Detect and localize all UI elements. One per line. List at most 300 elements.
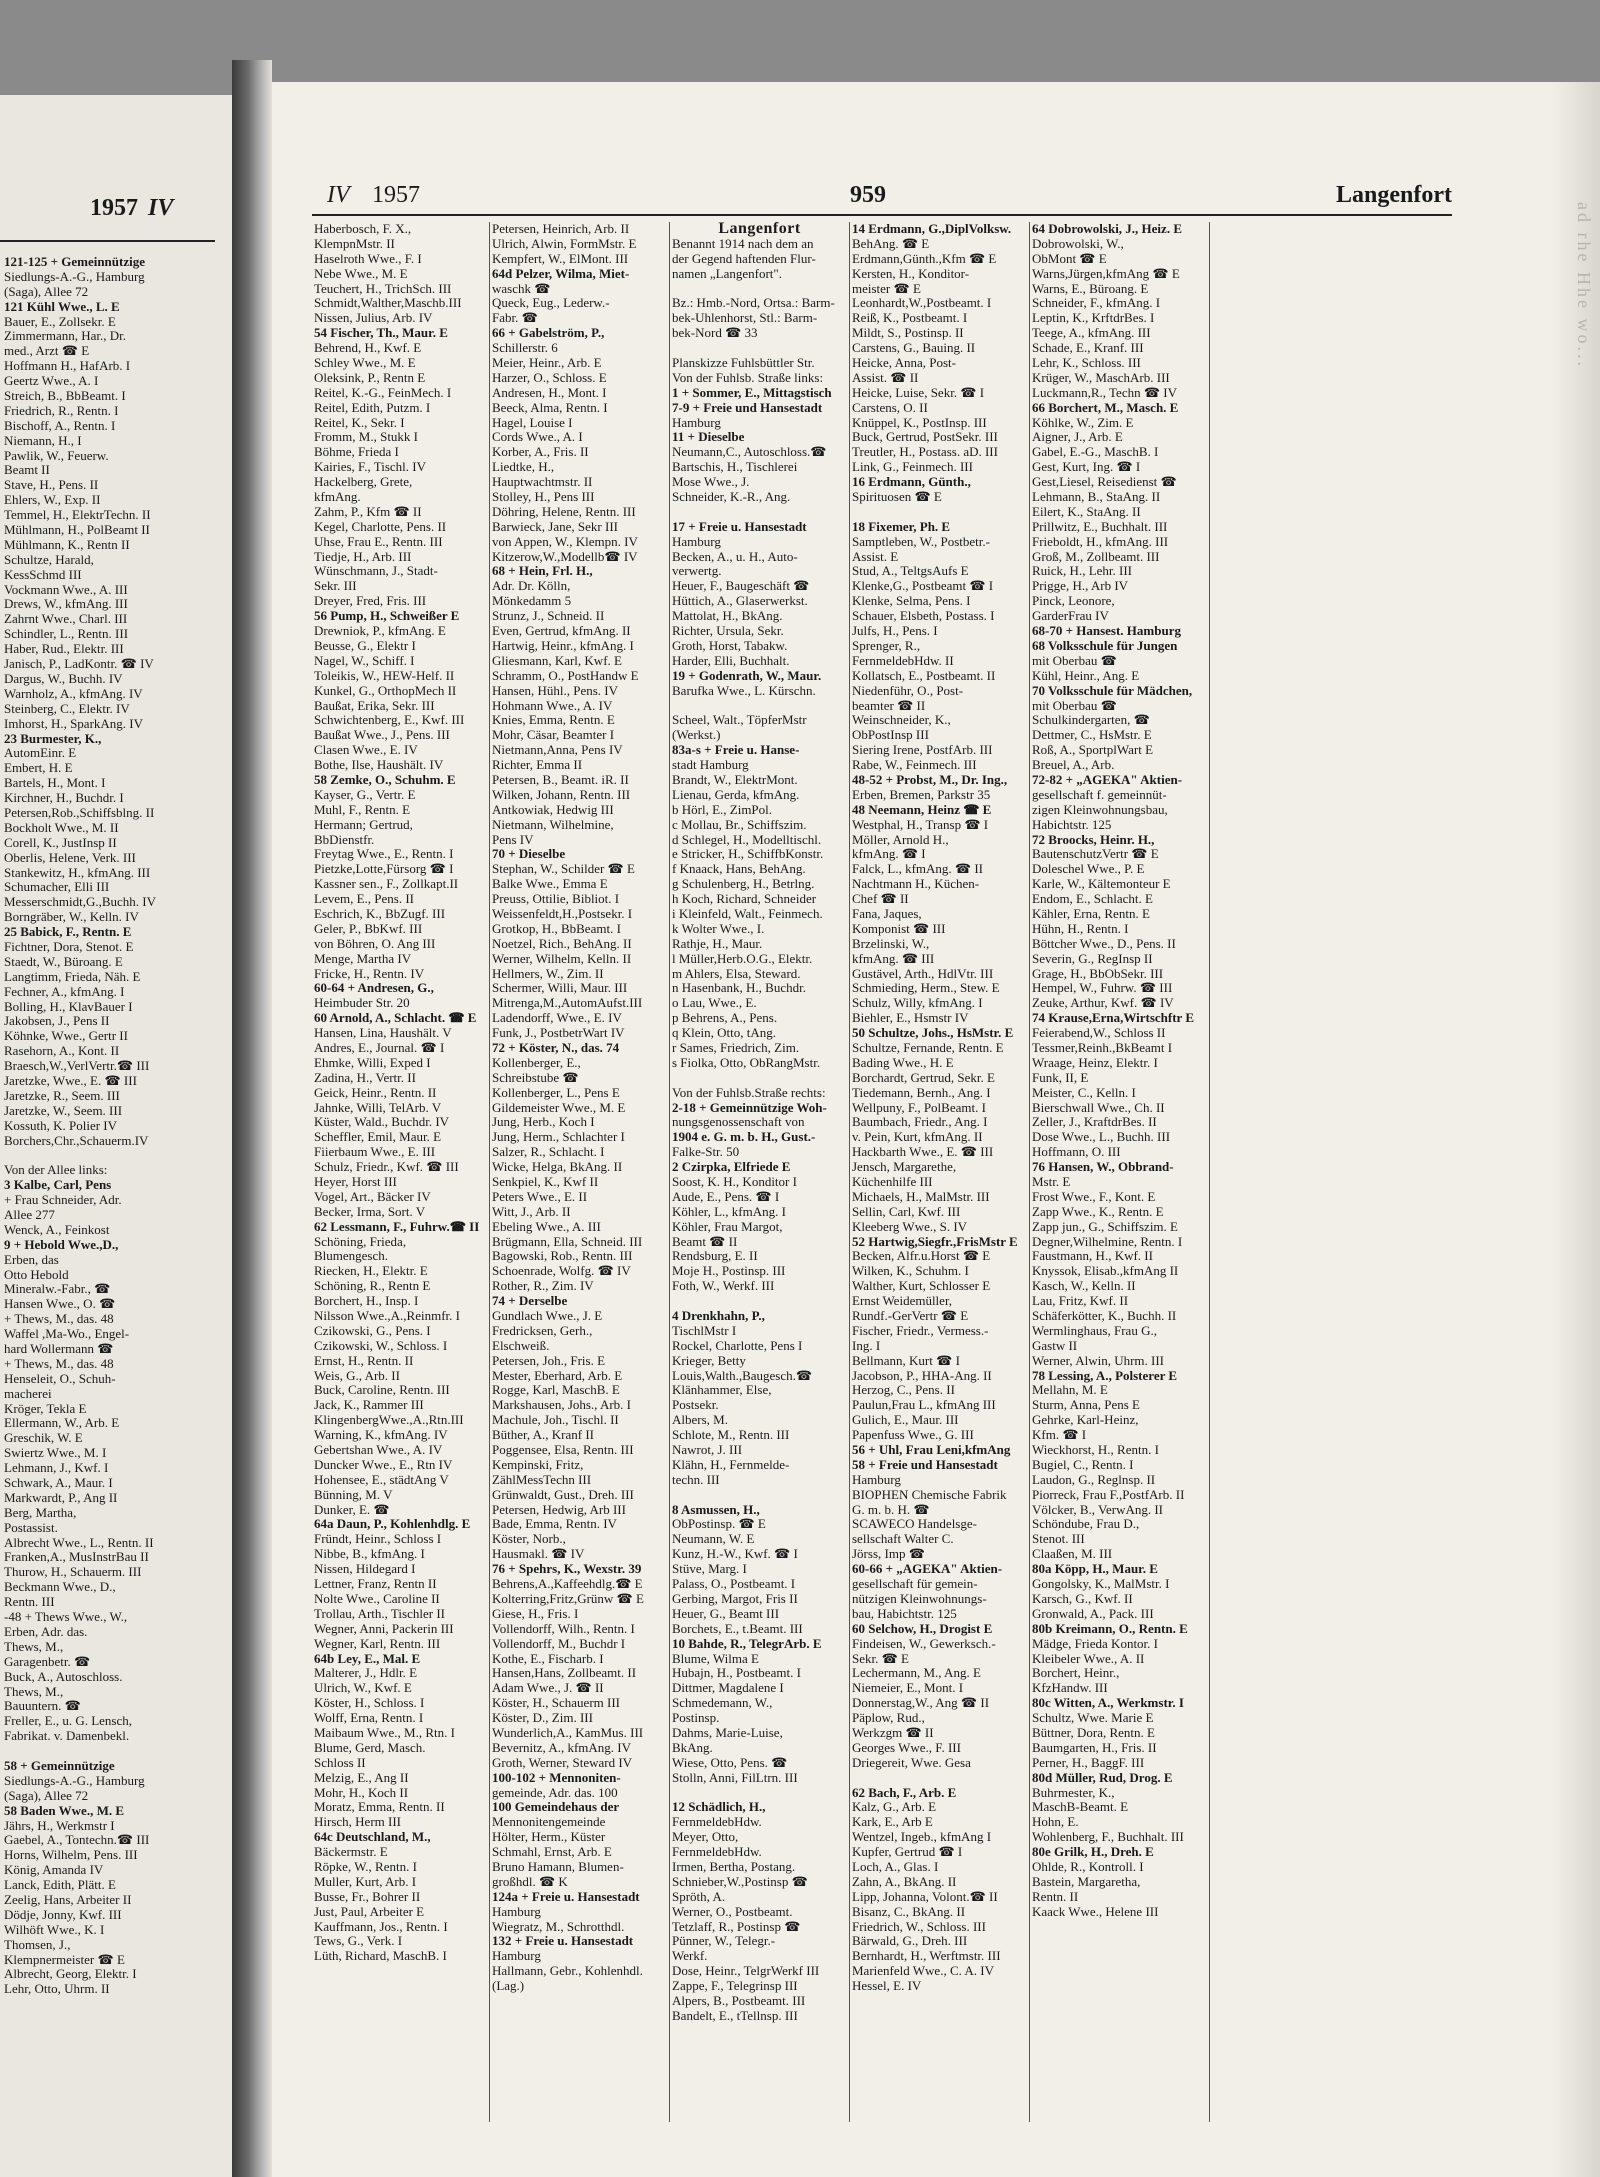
directory-entry: Paulun,Frau L., kfmAng III — [852, 1397, 996, 1413]
directory-entry: Stankewitz, H., kfmAng. III — [4, 864, 151, 880]
directory-entry: Assist. ☎ II — [852, 369, 919, 385]
directory-entry: Jung, Herb., Koch I — [492, 1114, 595, 1130]
directory-entry: -48 + Thews Wwe., W., — [4, 1609, 128, 1625]
directory-entry: 68-70 + Hansest. Hamburg — [1032, 623, 1181, 639]
directory-entry: 58 Baden Wwe., M. E — [4, 1802, 125, 1818]
directory-entry: 1 + Sommer, E., Mittagstisch — [672, 384, 832, 400]
directory-entry: Otto Hebold — [4, 1266, 69, 1282]
directory-entry — [4, 1148, 224, 1163]
directory-entry: Kegel, Charlotte, Pens. II — [314, 518, 447, 534]
directory-entry: Rockel, Charlotte, Pens I — [672, 1337, 803, 1353]
directory-entry: Vogel, Art., Bäcker IV — [314, 1188, 431, 1204]
directory-entry: Uhse, Frau E., Rentn. III — [314, 533, 443, 549]
directory-entry: Vockmann Wwe., A. III — [4, 581, 128, 597]
directory-entry: Baußat Wwe., J., Pens. III — [314, 727, 450, 743]
directory-entry: Gulich, E., Maur. III — [852, 1412, 959, 1428]
directory-entry: Kitzerow,W.,Modellb☎ IV — [492, 548, 638, 564]
directory-entry: g Schulenberg, H., Betrlng. — [672, 876, 815, 892]
directory-entry: Giese, H., Fris. I — [492, 1605, 579, 1621]
directory-entry: Melzig, E., Ang II — [314, 1769, 409, 1785]
directory-entry: Grage, H., BbObSekr. III — [1032, 965, 1164, 981]
directory-entry: Hansen,Hans, Zollbeamt. II — [492, 1665, 637, 1681]
directory-entry: Haselroth Wwe., F. I — [314, 250, 422, 266]
directory-entry: Kossuth, K. Polier IV — [4, 1117, 118, 1133]
directory-entry: BkAng. — [672, 1739, 713, 1755]
directory-entry: Lienau, Gerda, kfmAng. — [672, 786, 800, 802]
directory-entry: Schultz, Wwe. Marie E — [1032, 1710, 1154, 1726]
directory-entry: Kühl, Heinr., Ang. E — [1032, 667, 1140, 683]
directory-entry: Mohr, Cäsar, Beamter I — [492, 727, 615, 743]
directory-entry: Fichtner, Dora, Stenot. E — [4, 938, 134, 954]
directory-entry: Driegereit, Wwe. Gesa — [852, 1754, 971, 1770]
directory-entry: Haber, Rud., Elektr. III — [4, 641, 124, 657]
directory-entry: Nilsson Wwe.,A.,Reinmfr. I — [314, 1308, 460, 1324]
directory-entry: Warns,Jürgen,kfmAng ☎ E — [1032, 265, 1180, 281]
directory-entry: Bischoff, A., Rentn. I — [4, 417, 116, 433]
directory-entry: Heuer, G., Beamt III — [672, 1605, 780, 1621]
directory-entry: Fana, Jaques, — [852, 905, 922, 921]
directory-entry — [672, 1488, 847, 1503]
directory-entry: 3 Kalbe, Carl, Pens — [4, 1177, 112, 1193]
directory-entry: Lau, Fritz, Kwf. II — [1032, 1293, 1129, 1309]
directory-entry: meister ☎ E — [852, 280, 921, 296]
directory-entry: f Knaack, Hans, BehAng. — [672, 861, 806, 877]
directory-entry: Mühlmann, H., PolBeamt II — [4, 522, 150, 538]
directory-entry: ObMont ☎ E — [1032, 250, 1107, 266]
directory-entry: Sellin, Carl, Kwf. III — [852, 1203, 961, 1219]
directory-column-3 — [672, 222, 847, 2024]
directory-entry: Ehlers, W., Exp. II — [4, 492, 101, 508]
directory-entry: Wilken, Johann, Rentn. III — [492, 786, 631, 802]
directory-entry: 121 Kühl Wwe., L. E — [4, 298, 120, 314]
directory-entry: Kollenberger, E., — [492, 1054, 581, 1070]
directory-entry: Nagel, W., Schiff. I — [314, 652, 415, 668]
directory-entry: Funk, J., PostbetrWart IV — [492, 1025, 625, 1041]
directory-entry: 17 + Freie u. Hansestadt — [672, 518, 807, 534]
directory-entry: Lehmann, J., Kwf. I — [4, 1460, 109, 1476]
directory-entry: SCAWECO Handelsge- — [852, 1516, 977, 1532]
directory-entry: Kleeberg Wwe., S. IV — [852, 1218, 968, 1234]
directory-entry: Jack, K., Rammer III — [314, 1397, 424, 1413]
directory-entry: Zahm, P., Kfm ☎ II — [314, 503, 422, 519]
directory-entry: Funk, II, E — [1032, 1069, 1089, 1085]
directory-entry: Fromm, M., Stukk I — [314, 429, 419, 445]
directory-entry: Siedlungs-A.-G., Hamburg — [4, 1772, 145, 1788]
directory-entry: Werner, Alwin, Uhrm. III — [1032, 1352, 1165, 1368]
directory-entry: Mellahn, M. E — [1032, 1382, 1108, 1398]
directory-entry: 56 + Uhl, Frau Leni,kfmAng — [852, 1442, 1011, 1458]
directory-entry: Scheffler, Emil, Maur. E — [314, 1129, 442, 1145]
directory-entry: Jung, Herm., Schlachter I — [492, 1129, 625, 1145]
directory-entry: Haberbosch, F. X., — [314, 222, 412, 236]
column-divider — [669, 222, 670, 2122]
directory-entry: Postassist. — [4, 1519, 58, 1535]
directory-entry: 25 Babick, F., Rentn. E — [4, 924, 132, 940]
directory-entry: b Hörl, E., ZimPol. — [672, 801, 773, 817]
directory-entry: Donnerstag,W., Ang ☎ II — [852, 1695, 990, 1711]
header-year: 1957 — [372, 182, 420, 208]
directory-entry — [672, 1071, 847, 1086]
directory-entry: Mädge, Frieda Kontor. I — [1032, 1635, 1159, 1651]
directory-entry: Falck, L., kfmAng. ☎ II — [852, 861, 984, 877]
directory-entry: 124a + Freie u. Hansestadt — [492, 1888, 640, 1904]
left-page — [0, 95, 232, 2177]
directory-entry: Wentzel, Ingeb., kfmAng I — [852, 1829, 992, 1845]
directory-entry: m Ahlers, Elsa, Steward. — [672, 965, 801, 981]
directory-entry — [672, 282, 847, 297]
directory-entry: 70 + Dieselbe — [492, 846, 566, 862]
directory-entry: Geler, P., BbKwf. III — [314, 920, 423, 936]
directory-entry: bek-Nord ☎ 33 — [672, 325, 758, 341]
directory-entry: 76 Hansen, W., Obbrand- — [1032, 1159, 1174, 1175]
directory-entry: Vollendorff, Wilh., Rentn. I — [492, 1620, 635, 1636]
directory-entry: Markwardt, P., Ang II — [4, 1489, 118, 1505]
directory-entry: Ellermann, W., Arb. E — [4, 1415, 120, 1431]
directory-entry: + Thews, M., das. 48 — [4, 1311, 114, 1327]
directory-entry: Schneider, K.-R., Ang. — [672, 489, 791, 505]
directory-entry: Becker, Irma, Sort. V — [314, 1203, 426, 1219]
directory-entry: Hermann; Gertrud, — [314, 816, 413, 832]
directory-entry: G. m. b. H. ☎ — [852, 1501, 930, 1517]
directory-entry: Bevernitz, A., kfmAng. IV — [492, 1739, 632, 1755]
directory-entry: Kleibeler Wwe., A. II — [1032, 1650, 1145, 1666]
directory-entry: Schermer, Willi, Maur. III — [492, 980, 628, 996]
directory-entry: 60 Arnold, A., Schlacht. ☎ E — [314, 1010, 477, 1026]
directory-entry: 2 Czirpka, Elfriede E — [672, 1159, 791, 1175]
directory-entry: Bothe, Ilse, Haushält. IV — [314, 757, 444, 773]
directory-entry: Postinsp. — [672, 1710, 720, 1726]
directory-entry: Baußat, Erika, Sekr. III — [314, 697, 435, 713]
directory-entry: ObPostInsp III — [852, 727, 929, 743]
directory-entry: Schöning, Frieda, — [314, 1233, 407, 1249]
directory-entry: Rendsburg, E. II — [672, 1248, 758, 1264]
directory-entry: Buck, Caroline, Rentn. III — [314, 1382, 450, 1398]
column-divider — [1029, 222, 1030, 2122]
directory-entry: Schöning, R., Rentn E — [314, 1278, 431, 1294]
directory-entry: Mattolat, H., BkAng. — [672, 608, 783, 624]
directory-entry: 9 + Hebold Wwe.,D., — [4, 1236, 119, 1252]
directory-entry: GarderFrau IV — [1032, 608, 1109, 624]
directory-entry: Hüttich, A., Glaserwerkst. — [672, 593, 808, 609]
directory-entry: Kupfer, Gertrud ☎ I — [852, 1844, 963, 1860]
directory-entry: Link, G., Feinmech. III — [852, 459, 973, 475]
directory-entry: Palass, O., Postbeamt. I — [672, 1576, 796, 1592]
directory-entry: Petersen, Heinrich, Arb. II — [492, 222, 630, 236]
directory-entry: Bellmann, Kurt ☎ I — [852, 1352, 960, 1368]
directory-entry: Lehmann, B., StaAng. II — [1032, 489, 1161, 505]
directory-entry: Albrecht, Georg, Elektr. I — [4, 1966, 137, 1982]
directory-entry: Becken, A., u. H., Auto- — [672, 548, 798, 564]
directory-entry: Wunderlich,A., KamMus. III — [492, 1724, 644, 1740]
directory-entry: Lipp, Johanna, Volont.☎ II — [852, 1888, 998, 1904]
directory-entry: Schumacher, Elli III — [4, 879, 110, 895]
directory-entry: Feierabend,W., Schloss II — [1032, 1025, 1166, 1041]
directory-entry: hard Wollermann ☎ — [4, 1341, 114, 1357]
directory-entry: Aude, E., Pens. ☎ I — [672, 1188, 780, 1204]
directory-entry: Behrens,A.,Kaffeehdlg.☎ E — [492, 1576, 643, 1592]
directory-entry: Bartels, H., Mont. I — [4, 775, 106, 791]
directory-entry: Markshausen, Johs., Arb. I — [492, 1397, 632, 1413]
directory-entry: 78 Lessing, A., Polsterer E — [1032, 1367, 1178, 1383]
directory-entry: Kollatsch, E., Postbeamt. II — [852, 667, 996, 683]
directory-entry: Möller, Arnold H., — [852, 831, 949, 847]
directory-entry: Leonhardt,W.,Postbeamt. I — [852, 295, 992, 311]
directory-entry: Jaretzke, W., Seem. III — [4, 1102, 123, 1118]
directory-entry: Ehmke, Willi, Exped I — [314, 1054, 431, 1070]
directory-entry: Kassner sen., F., Zollkapt.II — [314, 876, 459, 892]
book-gutter — [232, 60, 272, 2177]
directory-entry: Vollendorff, M., Buchdr I — [492, 1635, 626, 1651]
directory-entry: der Gegend haftenden Flur- — [672, 250, 816, 266]
directory-entry: Wohlenberg, F., Buchhalt. III — [1032, 1829, 1184, 1845]
directory-entry: Gerbing, Margot, Fris II — [672, 1590, 798, 1606]
directory-entry: Garagenbetr. ☎ — [4, 1653, 91, 1669]
directory-entry: Stave, H., Pens. II — [4, 477, 99, 493]
directory-entry: Wiese, Otto, Pens. ☎ — [672, 1754, 788, 1770]
directory-entry: Schauer, Elsbeth, Postass. I — [852, 608, 995, 624]
directory-entry: 54 Fischer, Th., Maur. E — [314, 325, 448, 341]
directory-entry: Bastein, Margaretha, — [1032, 1873, 1141, 1889]
left-page-column — [4, 255, 224, 1997]
directory-entry: 72 + Köster, N., das. 74 — [492, 1039, 620, 1055]
directory-entry: Machule, Joh., Tischl. II — [492, 1412, 619, 1428]
directory-entry: Hohmann Wwe., A. IV — [492, 697, 613, 713]
directory-entry: 50 Schultze, Johs., HsMstr. E — [852, 1025, 1014, 1041]
directory-entry: Von der Fuhlsb. Straße links: — [672, 369, 824, 385]
directory-entry: Treutler, H., Postass. aD. III — [852, 444, 998, 460]
directory-entry: 64c Deutschland, M., — [314, 1829, 431, 1845]
directory-entry: Hempel, W., Fuhrw. ☎ III — [1032, 980, 1173, 996]
directory-entry: Wegner, Karl, Rentn. III — [314, 1635, 441, 1651]
directory-entry: Wegner, Anni, Packerin III — [314, 1620, 454, 1636]
directory-entry: Czikowski, W., Schloss. I — [314, 1337, 448, 1353]
directory-entry: Von der Allee links: — [4, 1162, 108, 1178]
directory-entry: Zimmermann, Har., Dr. — [4, 328, 127, 344]
directory-entry: Thurow, H., Schauerm. III — [4, 1564, 142, 1580]
directory-entry: Blume, Gerd, Masch. — [314, 1739, 426, 1755]
directory-entry: Kalz, G., Arb. E — [852, 1799, 937, 1815]
left-header-year: 1957 — [90, 195, 138, 221]
directory-entry: von Appen, W., Klempn. IV — [492, 533, 638, 549]
directory-entry: Julfs, H., Pens. I — [852, 623, 938, 639]
directory-entry: Knies, Emma, Rentn. E — [492, 712, 615, 728]
directory-entry: Staedt, W., Büroang. E — [4, 953, 123, 969]
directory-entry: Wellpuny, F., PolBeamt. I — [852, 1099, 986, 1115]
directory-entry: Bisanz, C., BkAng. II — [852, 1903, 966, 1919]
directory-entry: Böttcher Wwe., D., Pens. II — [1032, 935, 1176, 951]
directory-entry: gesellschaft f. gemeinnüt- — [1032, 786, 1167, 802]
directory-entry: Köhler, L., kfmAng. I — [672, 1203, 786, 1219]
directory-entry: 48 Neemann, Heinz ☎ E — [852, 801, 992, 817]
directory-entry: 68 + Hein, Frl. H., — [492, 563, 593, 579]
directory-entry: Cords Wwe., A. I — [492, 429, 583, 445]
directory-entry: Köhnke, Wwe., Gertr II — [4, 1028, 128, 1044]
directory-entry: 64 Dobrowolski, J., Heiz. E — [1032, 222, 1182, 236]
column-divider — [489, 222, 490, 2122]
directory-entry: Temmel, H., ElektrTechn. II — [4, 507, 151, 523]
directory-entry: Borngräber, W., Kelln. IV — [4, 909, 139, 925]
directory-entry: 52 Hartwig,Siegfr.,FrisMstr E — [852, 1233, 1018, 1249]
directory-entry: Jährs, H., Werkmstr I — [4, 1817, 115, 1833]
directory-entry: Ulrich, Alwin, FormMstr. E — [492, 235, 637, 251]
directory-entry: Weis, G., Arb. II — [314, 1367, 400, 1383]
right-page — [272, 82, 1600, 2177]
directory-entry: 80c Witten, A., Werkmstr. I — [1032, 1695, 1184, 1711]
directory-entry: Nietmann, Wilhelmine, — [492, 816, 614, 832]
directory-entry: Beeck, Alma, Rentn. I — [492, 399, 608, 415]
directory-entry: Petersen, B., Beamt. iR. II — [492, 771, 629, 787]
directory-entry: Groth, Horst, Tabakw. — [672, 637, 788, 653]
directory-entry: 58 + Gemeinnützige — [4, 1757, 115, 1773]
directory-entry: Klähn, H., Fernmelde- — [672, 1456, 790, 1472]
directory-entry: verwertg. — [672, 563, 722, 579]
directory-entry: Embert, H. E — [4, 760, 73, 776]
directory-entry: Eschrich, K., BbZugf. III — [314, 905, 446, 921]
directory-entry: Heimbuder Str. 20 — [314, 995, 410, 1011]
directory-entry: kfmAng. — [314, 489, 361, 505]
directory-entry: KlempnMstr. II — [314, 235, 395, 251]
directory-entry: Gastw II — [1032, 1337, 1078, 1353]
directory-entry: Schoenrade, Wolfg. ☎ IV — [492, 1263, 631, 1279]
directory-entry: Dahms, Marie-Luise, — [672, 1724, 783, 1740]
directory-entry: Geertz Wwe., A. I — [4, 373, 99, 389]
directory-entry: Faustmann, H., Kwf. II — [1032, 1248, 1153, 1264]
directory-entry: Albers, M. — [672, 1412, 728, 1428]
directory-entry: Levem, E., Pens. II — [314, 891, 415, 907]
directory-entry: 58 + Freie und Hansestadt — [852, 1456, 998, 1472]
directory-entry: ZählMessTechn III — [492, 1471, 592, 1487]
directory-entry: gesellschaft für gemein- — [852, 1576, 978, 1592]
directory-entry: Bauuntern. ☎ — [4, 1698, 81, 1714]
directory-entry: Gebertshan Wwe., A. IV — [314, 1442, 443, 1458]
directory-entry: Bünning, M. V — [314, 1486, 393, 1502]
directory-entry: Brügmann, Ella, Schneid. III — [492, 1233, 643, 1249]
directory-entry: Thews, M., — [4, 1683, 64, 1699]
directory-entry: 66 + Gabelström, P., — [492, 325, 605, 341]
directory-entry: Warns, E., Büroang. E — [1032, 280, 1149, 296]
directory-entry: bek-Uhlenhorst, Stl.: Barm- — [672, 310, 818, 326]
directory-entry: Hackelberg, Grete, — [314, 474, 413, 490]
directory-entry: k Wolter Wwe., I. — [672, 920, 765, 936]
directory-entry: Rabe, W., Feinmech. III — [852, 757, 977, 773]
directory-entry: Poggensee, Elsa, Rentn. III — [492, 1442, 634, 1458]
directory-entry: Klänhammer, Else, — [672, 1382, 772, 1398]
directory-entry: Hölter, Herm., Küster — [492, 1829, 606, 1845]
directory-entry: Zeller, J., KraftdrBes. II — [1032, 1114, 1157, 1130]
directory-entry: Schneider, F., kfmAng. I — [1032, 295, 1161, 311]
directory-entry: Lanck, Edith, Plätt. E — [4, 1877, 116, 1893]
directory-entry: Gehrke, Karl-Heinz, — [1032, 1412, 1139, 1428]
directory-entry: Jakobsen, J., Pens II — [4, 1013, 110, 1029]
directory-entry: Thomsen, J., — [4, 1936, 71, 1952]
directory-entry: Peters Wwe., E. II — [492, 1188, 588, 1204]
directory-entry: Trollau, Arth., Tischler II — [314, 1605, 445, 1621]
directory-entry: Nissen, Hildegard I — [314, 1561, 416, 1577]
directory-entry: Beusse, G., Elektr I — [314, 637, 416, 653]
directory-entry: Werkzgm ☎ II — [852, 1724, 934, 1740]
directory-entry: nützigen Kleinwohnungs- — [852, 1590, 987, 1606]
directory-entry: Scheel, Walt., TöpferMstr — [672, 712, 807, 728]
directory-entry: Westphal, H., Transp ☎ I — [852, 816, 989, 832]
directory-entry: Schramm, O., PostHandw E — [492, 667, 639, 683]
directory-entry: Kersten, H., Konditor- — [852, 265, 970, 281]
directory-entry: Ebeling Wwe., A. III — [492, 1218, 601, 1234]
directory-entry: Severin, G., RegInsp II — [1032, 950, 1153, 966]
directory-entry: Neumann,C., Autoschloss.☎ — [672, 444, 827, 460]
directory-entry: Louis,Walth.,Baugesch.☎ — [672, 1367, 813, 1383]
directory-entry: Swiertz Wwe., M. I — [4, 1445, 107, 1461]
directory-entry: Marienfeld Wwe., C. A. IV — [852, 1963, 995, 1979]
directory-entry: Laudon, G., Reglnsp. II — [1032, 1471, 1156, 1487]
directory-entry: Clasen Wwe., E. IV — [314, 742, 418, 758]
directory-entry: Schöndube, Frau D., — [1032, 1516, 1140, 1532]
directory-entry: 66 Borchert, M., Masch. E — [1032, 399, 1179, 415]
directory-entry: Schmedemann, W., — [672, 1695, 773, 1711]
directory-entry: Moje H., Postinsp. III — [672, 1263, 786, 1279]
directory-entry: Zapp Wwe., K., Rentn. E — [1032, 1203, 1164, 1219]
directory-entry: FernmeldebHdw. — [672, 1844, 762, 1860]
header-place: Langenfort — [1336, 182, 1452, 208]
directory-entry: Drewniok, P., kfmAng. E — [314, 623, 446, 639]
directory-entry: + Frau Schneider, Adr. — [4, 1192, 122, 1208]
directory-entry: 2-18 + Gemeinnützige Woh- — [672, 1099, 827, 1115]
directory-entry: sellschaft Walter C. — [852, 1531, 954, 1547]
directory-entry: Heicke, Anna, Post- — [852, 355, 956, 371]
directory-entry: Just, Paul, Arbeiter E — [314, 1903, 425, 1919]
directory-entry: Kollenberger, L., Pens E — [492, 1084, 620, 1100]
directory-entry: Schwark, A., Maur. I — [4, 1475, 113, 1491]
directory-entry: Heuer, F., Baugeschäft ☎ — [672, 578, 810, 594]
directory-entry: Rathje, H., Maur. — [672, 935, 763, 951]
directory-entry: Henseleit, O., Schuh- — [4, 1370, 116, 1386]
directory-entry: Kaack Wwe., Helene III — [1032, 1903, 1159, 1919]
directory-entry: + Thews, M., das. 48 — [4, 1355, 114, 1371]
directory-entry: Wicke, Helga, BkAng. II — [492, 1159, 623, 1175]
directory-entry: Drews, W., kfmAng. III — [4, 596, 128, 612]
directory-entry: Buck, Gertrud, PostSekr. III — [852, 429, 998, 445]
directory-entry: Mennonitengemeinde — [492, 1814, 606, 1830]
directory-entry: KfzHandw. III — [1032, 1680, 1108, 1696]
directory-entry: Borchardt, Gertrud, Sekr. E — [852, 1069, 995, 1085]
directory-entry: Menge, Martha IV — [314, 950, 412, 966]
directory-entry: Noetzel, Rich., BehAng. II — [492, 935, 632, 951]
directory-entry: Klempnermeister ☎ E — [4, 1951, 125, 1967]
directory-entry: 4 Drenkhahn, P., — [672, 1308, 765, 1324]
directory-entry: p Behrens, A., Pens. — [672, 1010, 778, 1026]
directory-entry: Wolff, Erna, Rentn. I — [314, 1710, 424, 1726]
directory-entry: Hamburg — [492, 1903, 541, 1919]
directory-entry: Köster, D., Zim. III — [492, 1710, 593, 1726]
directory-entry: Barwieck, Jane, Sekr III — [492, 518, 618, 534]
directory-entry: Michaels, H., MalMstr. III — [852, 1188, 990, 1204]
directory-entry: Bockholt Wwe., M. II — [4, 819, 119, 835]
directory-entry: Erben, das — [4, 1251, 59, 1267]
directory-entry: 56 Pump, H., Schweißer E — [314, 608, 460, 624]
directory-entry: Brandt, W., ElektrMont. — [672, 771, 798, 787]
directory-entry: Foth, W., Werkf. III — [672, 1278, 775, 1294]
directory-entry: Wünschmann, J., Stadt- — [314, 563, 438, 579]
directory-entry: Ing. I — [852, 1337, 881, 1353]
directory-entry: Tetzlaff, R., Postinsp ☎ — [672, 1918, 801, 1934]
directory-entry: Witt, J., Arb. II — [492, 1203, 571, 1219]
directory-entry: 121-125 + Gemeinnützige — [4, 255, 146, 269]
directory-entry: Kairies, F., Tischl. IV — [314, 459, 426, 475]
directory-entry: Blumengesch. — [314, 1248, 389, 1264]
directory-entry: Jörss, Imp ☎ — [852, 1546, 925, 1562]
header-roman: IV — [327, 182, 350, 208]
directory-entry: FernmeldebHdw. — [672, 1814, 762, 1830]
directory-entry: Allee 277 — [4, 1207, 55, 1222]
